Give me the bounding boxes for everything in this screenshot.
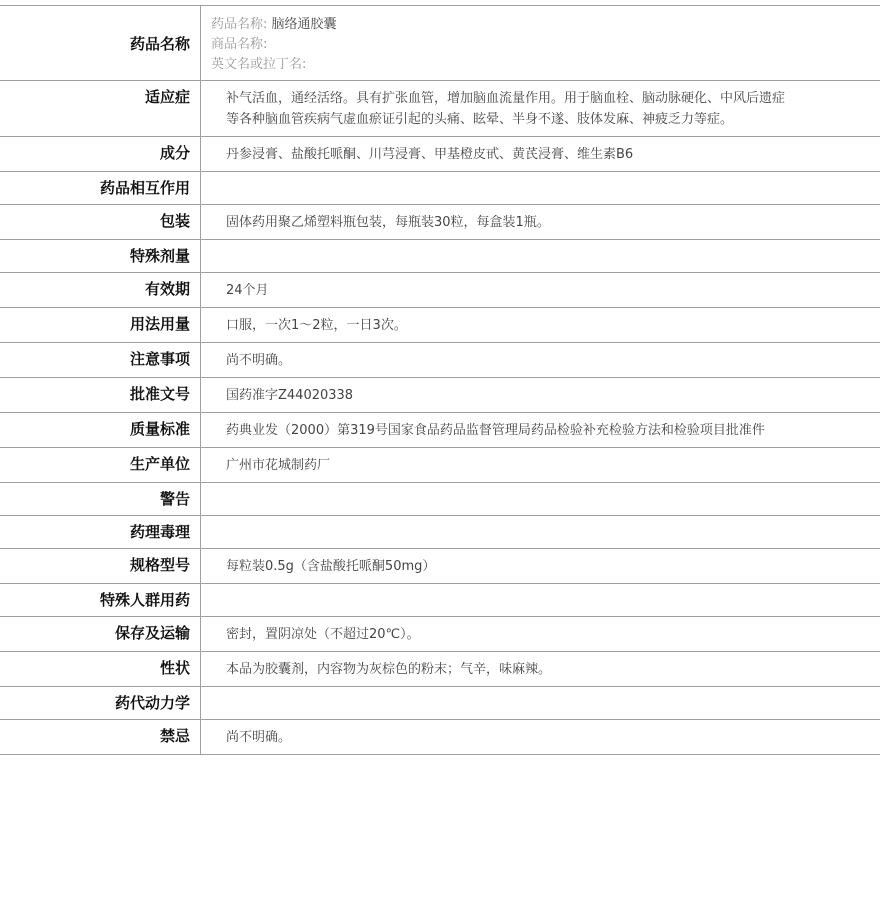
row-label: 药代动力学 xyxy=(0,687,201,720)
row-quality-standard xyxy=(0,413,880,448)
english-name-line xyxy=(211,55,880,75)
row-value: 密封，置阴凉处（不超过20℃）。 xyxy=(201,617,880,652)
row-special-dosage xyxy=(0,240,880,273)
row-approval-number xyxy=(0,378,880,413)
row-interactions xyxy=(0,172,880,205)
row-special-populations xyxy=(0,584,880,617)
row-label: 特殊剂量 xyxy=(0,240,201,273)
row-label: 药品相互作用 xyxy=(0,172,201,205)
row-value xyxy=(201,240,880,273)
row-value xyxy=(201,584,880,617)
row-shelf-life xyxy=(0,273,880,308)
row-value: 本品为胶囊剂，内容物为灰棕色的粉末；气辛，味麻辣。 xyxy=(201,652,880,687)
row-label: 保存及运输 xyxy=(0,617,201,652)
drug-spec-table xyxy=(0,5,880,755)
row-pharmacokinetics xyxy=(0,687,880,720)
row-value: 尚不明确。 xyxy=(201,343,880,378)
row-label: 适应症 xyxy=(0,81,201,137)
row-label: 禁忌 xyxy=(0,720,201,755)
row-value xyxy=(201,687,880,720)
row-label: 用法用量 xyxy=(0,308,201,343)
row-label: 生产单位 xyxy=(0,448,201,483)
trade-name-label: 商品名称: xyxy=(211,37,267,52)
row-contraindications xyxy=(0,720,880,755)
row-label: 包装 xyxy=(0,205,201,240)
generic-name-line xyxy=(211,15,880,35)
row-warning xyxy=(0,483,880,516)
row-value: 尚不明确。 xyxy=(201,720,880,755)
row-specification xyxy=(0,549,880,584)
row-manufacturer xyxy=(0,448,880,483)
row-value xyxy=(201,172,880,205)
row-ingredients xyxy=(0,137,880,172)
row-value: 固体药用聚乙烯塑料瓶包装，每瓶装30粒，每盒装1瓶。 xyxy=(201,205,880,240)
english-name-label: 英文名或拉丁名: xyxy=(211,57,306,72)
row-label: 药理毒理 xyxy=(0,516,201,549)
row-value xyxy=(201,516,880,549)
row-label: 规格型号 xyxy=(0,549,201,584)
row-value: 24个月 xyxy=(201,273,880,308)
row-value: 每粒装0.5g（含盐酸托哌酮50mg） xyxy=(201,549,880,584)
row-drug-names xyxy=(0,6,880,81)
row-label: 批准文号 xyxy=(0,378,201,413)
row-label: 注意事项 xyxy=(0,343,201,378)
row-value: 国药准字Z44020338 xyxy=(201,378,880,413)
generic-name-label: 药品名称: xyxy=(211,17,267,32)
row-label: 性状 xyxy=(0,652,201,687)
trade-name-line xyxy=(211,35,880,55)
row-description xyxy=(0,652,880,687)
row-dosage xyxy=(0,308,880,343)
row-value: 药典业发（2000）第319号国家食品药品监督管理局药品检验补充检验方法和检验项目批准件 xyxy=(201,413,880,448)
names-cell xyxy=(201,6,880,81)
row-indications xyxy=(0,81,880,137)
row-value: 口服，一次1～2粒，一日3次。 xyxy=(201,308,880,343)
row-value: 广州市花城制药厂 xyxy=(201,448,880,483)
generic-name-value: 脑络通胶囊 xyxy=(272,17,337,32)
row-storage xyxy=(0,617,880,652)
row-packaging xyxy=(0,205,880,240)
row-label: 有效期 xyxy=(0,273,201,308)
row-label: 警告 xyxy=(0,483,201,516)
row-label: 质量标准 xyxy=(0,413,201,448)
row-value: 丹参浸膏、盐酸托哌酮、川芎浸膏、甲基橙皮甙、黄芪浸膏、维生素B6 xyxy=(201,137,880,172)
row-pharmacology xyxy=(0,516,880,549)
row-label: 药品名称 xyxy=(0,6,201,81)
row-precautions xyxy=(0,343,880,378)
row-label: 特殊人群用药 xyxy=(0,584,201,617)
row-value: 补气活血，通经活络。具有扩张血管，增加脑血流量作用。用于脑血栓、脑动脉硬化、中风后遗症等各种脑血管疾病气虚血瘀证引起的头痛、眩晕、半身不遂、肢体发麻、神疲乏力等症。 xyxy=(201,81,880,137)
row-label: 成分 xyxy=(0,137,201,172)
row-value xyxy=(201,483,880,516)
